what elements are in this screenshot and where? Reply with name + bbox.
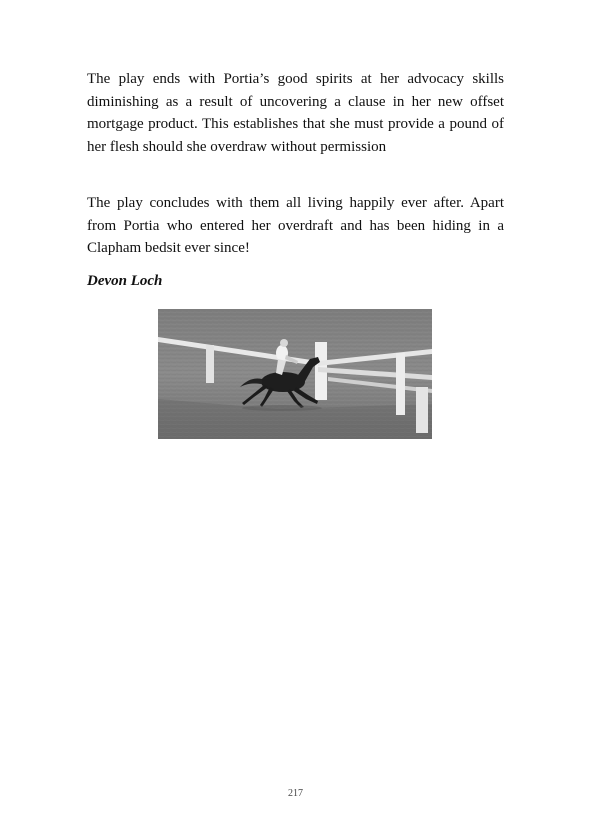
horse-racing-photo — [158, 309, 432, 439]
body-paragraph-2: The play concludes with them all living happily ever after. Apart from Portia who entered her overdraft and has been hiding in a Clapham bedsit ever since! — [87, 195, 504, 256]
page-number: 217 — [288, 788, 303, 799]
section-heading: Devon Loch — [87, 273, 163, 289]
body-paragraph-1: The play ends with Portia’s good spirits at her advocacy skills diminishing as a result of uncovering a clause in her new offset mortgage product. This establishes that she must provide a pound of her flesh should she overdraw without permission — [87, 71, 504, 155]
